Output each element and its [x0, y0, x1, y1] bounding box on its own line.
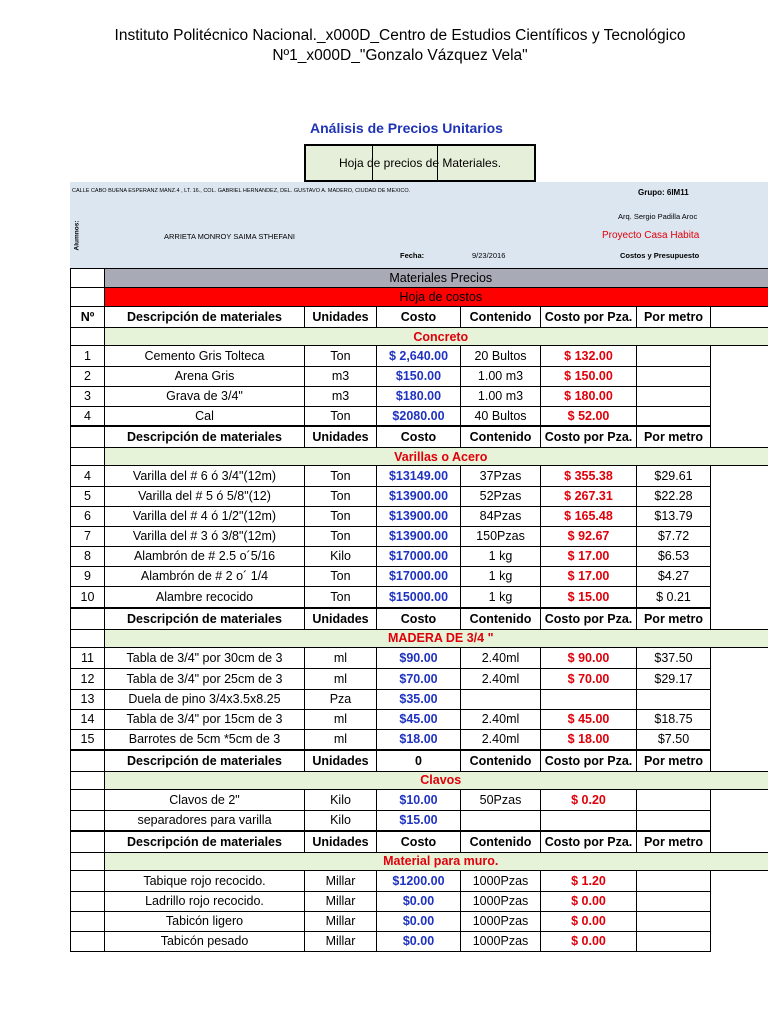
- table-cell: 15: [71, 729, 105, 750]
- table-cell: $29.17: [637, 668, 711, 689]
- group: Grupo: 6IM11: [638, 188, 689, 197]
- table-cell: 3: [71, 386, 105, 406]
- table-cell: Varilla del # 6 ó 3/4"(12m): [105, 466, 305, 487]
- table-cell: $ 17.00: [541, 546, 637, 566]
- table-cell: Tabla de 3/4" por 30cm de 3: [105, 647, 305, 668]
- table-cell: 2.40ml: [461, 709, 541, 729]
- date-value: 9/23/2016: [472, 251, 506, 260]
- table-cell: 1000Pzas: [461, 931, 541, 951]
- table-cell: $10.00: [377, 789, 461, 810]
- table-cell: 7: [71, 526, 105, 546]
- table-cell: [637, 689, 711, 709]
- table-row: [71, 486, 768, 506]
- table-cell: $7.50: [637, 729, 711, 750]
- table-cell: Cal: [105, 406, 305, 426]
- table-cell: Millar: [305, 931, 377, 951]
- materials-prices-banner-label: Materiales Precios: [105, 269, 768, 288]
- table-cell: [71, 810, 105, 831]
- table-cell: Varilla del # 4 ó 1/2"(12m): [105, 506, 305, 526]
- table-cell: 1.00 m3: [461, 386, 541, 406]
- column-header: Descripción de materiales: [105, 307, 305, 328]
- table-cell: $70.00: [377, 668, 461, 689]
- table-cell: Pza: [305, 689, 377, 709]
- table-cell: $13149.00: [377, 466, 461, 487]
- table-cell: [541, 689, 637, 709]
- table-cell: $ 17.00: [541, 566, 637, 586]
- table-row: [71, 386, 768, 406]
- table-cell: $ 132.00: [541, 346, 637, 367]
- column-header: Costo: [377, 608, 461, 630]
- table-row: [71, 931, 768, 951]
- table-cell: 8: [71, 546, 105, 566]
- column-header: 0: [377, 750, 461, 772]
- table-cell: [637, 870, 711, 891]
- table-cell: Ladrillo rojo recocido.: [105, 891, 305, 911]
- table-cell: $0.00: [377, 891, 461, 911]
- table-cell: Tabla de 3/4" por 15cm de 3: [105, 709, 305, 729]
- column-header: [71, 831, 105, 853]
- table-cell: 2.40ml: [461, 668, 541, 689]
- table-row: [71, 647, 768, 668]
- table-cell: 1000Pzas: [461, 911, 541, 931]
- table-cell: Ton: [305, 526, 377, 546]
- table-cell: [71, 931, 105, 951]
- table-cell: [637, 931, 711, 951]
- table-cell: Ton: [305, 566, 377, 586]
- column-header: Descripción de materiales: [105, 831, 305, 853]
- table-cell: $15.00: [377, 810, 461, 831]
- table-cell: $ 2,640.00: [377, 346, 461, 367]
- students-label: Alumnos:: [73, 220, 81, 251]
- table-cell: $6.53: [637, 546, 711, 566]
- column-header: [71, 426, 105, 448]
- institute-title-line2: Nº1_x000D_"Gonzalo Vázquez Vela": [272, 47, 528, 64]
- table-cell: $45.00: [377, 709, 461, 729]
- table-cell: $37.50: [637, 647, 711, 668]
- table-cell: 84Pzas: [461, 506, 541, 526]
- table-cell: [71, 789, 105, 810]
- table-cell: separadores para varilla: [105, 810, 305, 831]
- column-header: Costo: [377, 307, 461, 328]
- column-header: [71, 750, 105, 772]
- section-banner-label: Concreto: [105, 328, 768, 346]
- table-cell: 1000Pzas: [461, 891, 541, 911]
- section-banner-label: Varillas o Acero: [105, 448, 768, 466]
- table-cell: [637, 366, 711, 386]
- table-cell: $ 355.38: [541, 466, 637, 487]
- column-header-row: [71, 307, 768, 328]
- column-header: Por metro: [637, 608, 711, 630]
- table-cell: $ 52.00: [541, 406, 637, 426]
- table-cell: [461, 689, 541, 709]
- table-cell: [637, 406, 711, 426]
- table-cell: 6: [71, 506, 105, 526]
- column-header: Descripción de materiales: [105, 750, 305, 772]
- table-cell: m3: [305, 386, 377, 406]
- section-banner-label: Clavos: [105, 771, 768, 789]
- column-header: Descripción de materiales: [105, 608, 305, 630]
- column-header-row: [71, 750, 768, 772]
- table-cell: [71, 870, 105, 891]
- table-row: [71, 346, 768, 367]
- table-cell: Tabla de 3/4" por 25cm de 3: [105, 668, 305, 689]
- table-cell: 14: [71, 709, 105, 729]
- table-cell: 2.40ml: [461, 647, 541, 668]
- cost-sheet-banner-label: Hoja de costos: [105, 288, 768, 307]
- column-header: Por metro: [637, 307, 711, 328]
- table-cell: Kilo: [305, 789, 377, 810]
- column-header: Unidades: [305, 608, 377, 630]
- table-cell: $90.00: [377, 647, 461, 668]
- table-cell: 1: [71, 346, 105, 367]
- table-cell: $ 0.00: [541, 931, 637, 951]
- table-cell: 13: [71, 689, 105, 709]
- table-cell: 40 Bultos: [461, 406, 541, 426]
- table-cell: Ton: [305, 406, 377, 426]
- table-cell: Millar: [305, 911, 377, 931]
- table-cell: 52Pzas: [461, 486, 541, 506]
- table-cell: [461, 810, 541, 831]
- document-subtitle: Análisis de Precios Unitarios: [310, 120, 503, 136]
- table-cell: [71, 891, 105, 911]
- course-name: Costos y Presupuesto: [620, 251, 700, 260]
- table-cell: $0.00: [377, 931, 461, 951]
- column-header: Unidades: [305, 750, 377, 772]
- table-cell: Ton: [305, 486, 377, 506]
- table-cell: $ 15.00: [541, 586, 637, 608]
- table-cell: [637, 789, 711, 810]
- table-cell: Grava de 3/4": [105, 386, 305, 406]
- address: CALLE CABO BUENA ESPERANZ MANZ.4 , LT. 16., COL. GABRIEL HERNANDEZ, DEL. GUSTAVO A. MADERO, CIUDAD DE MEXICO.: [72, 188, 411, 194]
- table-cell: [637, 386, 711, 406]
- table-cell: $ 70.00: [541, 668, 637, 689]
- column-header: Costo por Pza.: [541, 426, 637, 448]
- table-cell: $4.27: [637, 566, 711, 586]
- table-cell: Duela de pino 3/4x3.5x8.25: [105, 689, 305, 709]
- table-row: [71, 668, 768, 689]
- project-name: Proyecto Casa Habita: [602, 230, 700, 241]
- table-cell: [637, 346, 711, 367]
- cost-sheet-banner: [71, 288, 768, 307]
- table-cell: [637, 891, 711, 911]
- section-banner: [71, 629, 768, 647]
- column-header: Contenido: [461, 750, 541, 772]
- column-header: Costo por Pza.: [541, 750, 637, 772]
- table-cell: $13900.00: [377, 506, 461, 526]
- table-cell: $0.00: [377, 911, 461, 931]
- table-cell: Barrotes de 5cm *5cm de 3: [105, 729, 305, 750]
- table-cell: $ 0.21: [637, 586, 711, 608]
- table-cell: $17000.00: [377, 546, 461, 566]
- table-cell: 1 kg: [461, 586, 541, 608]
- table-row: [71, 366, 768, 386]
- table-cell: 5: [71, 486, 105, 506]
- table-cell: $ 165.48: [541, 506, 637, 526]
- table-cell: Varilla del # 5 ó 5/8"(12): [105, 486, 305, 506]
- table-cell: Clavos de 2": [105, 789, 305, 810]
- sheet-label-box: [304, 144, 536, 182]
- table-cell: 1 kg: [461, 546, 541, 566]
- table-cell: [637, 911, 711, 931]
- sheet-label: Hoja de precios de Materiales.: [338, 156, 502, 170]
- table-cell: 12: [71, 668, 105, 689]
- table-cell: Millar: [305, 870, 377, 891]
- table-cell: Alambrón de # 2.5 o´5/16: [105, 546, 305, 566]
- table-row: [71, 406, 768, 426]
- section-banner: [71, 328, 768, 346]
- column-header-row: [71, 608, 768, 630]
- table-cell: Alambrón de # 2 o´ 1/4: [105, 566, 305, 586]
- column-header: Costo por Pza.: [541, 608, 637, 630]
- table-cell: $35.00: [377, 689, 461, 709]
- table-cell: Ton: [305, 346, 377, 367]
- column-header-row: [71, 426, 768, 448]
- table-cell: 9: [71, 566, 105, 586]
- table-cell: Cemento Gris Tolteca: [105, 346, 305, 367]
- column-header: Descripción de materiales: [105, 426, 305, 448]
- table-row: [71, 810, 768, 831]
- table-cell: $ 1.20: [541, 870, 637, 891]
- table-cell: $29.61: [637, 466, 711, 487]
- column-header: Costo: [377, 831, 461, 853]
- table-row: [71, 870, 768, 891]
- architect: Arq. Sergio Padilla Aroc: [618, 212, 698, 221]
- column-header: Por metro: [637, 426, 711, 448]
- table-row: [71, 566, 768, 586]
- column-header: Contenido: [461, 831, 541, 853]
- column-header: Por metro: [637, 831, 711, 853]
- column-header: Contenido: [461, 426, 541, 448]
- section-banner: [71, 771, 768, 789]
- table-cell: 1.00 m3: [461, 366, 541, 386]
- section-banner: [71, 852, 768, 870]
- table-cell: Tabicón pesado: [105, 931, 305, 951]
- table-cell: $ 18.00: [541, 729, 637, 750]
- section-banner-label: MADERA DE 3/4 ": [105, 629, 768, 647]
- column-header: Costo por Pza.: [541, 307, 637, 328]
- table-row: [71, 729, 768, 750]
- table-cell: 10: [71, 586, 105, 608]
- table-cell: $ 180.00: [541, 386, 637, 406]
- table-row: [71, 689, 768, 709]
- table-cell: Arena Gris: [105, 366, 305, 386]
- student-name: ARRIETA MONROY SAIMA STHEFANI: [164, 232, 295, 241]
- materials-prices-banner: [71, 269, 768, 288]
- column-header: Unidades: [305, 307, 377, 328]
- table-cell: 4: [71, 406, 105, 426]
- table-cell: $ 0.20: [541, 789, 637, 810]
- table-cell: $ 150.00: [541, 366, 637, 386]
- table-cell: $180.00: [377, 386, 461, 406]
- institute-title-line1: Instituto Politécnico Nacional._x000D_Centro de Estudios Científicos y Tecnológico: [114, 27, 686, 44]
- table-cell: Varilla del # 3 ó 3/8"(12m): [105, 526, 305, 546]
- table-cell: $ 267.31: [541, 486, 637, 506]
- table-cell: Tabicón ligero: [105, 911, 305, 931]
- table-cell: Kilo: [305, 810, 377, 831]
- table-row: [71, 526, 768, 546]
- table-cell: 150Pzas: [461, 526, 541, 546]
- table-cell: Millar: [305, 891, 377, 911]
- table-cell: $150.00: [377, 366, 461, 386]
- table-row: [71, 789, 768, 810]
- section-banner: [71, 448, 768, 466]
- table-cell: $7.72: [637, 526, 711, 546]
- table-row: [71, 586, 768, 608]
- table-cell: $ 90.00: [541, 647, 637, 668]
- table-row: [71, 506, 768, 526]
- table-row: [71, 891, 768, 911]
- date-label: Fecha:: [400, 251, 425, 260]
- table-cell: ml: [305, 668, 377, 689]
- table-cell: $17000.00: [377, 566, 461, 586]
- column-header: [71, 608, 105, 630]
- table-cell: $ 92.67: [541, 526, 637, 546]
- table-row: [71, 546, 768, 566]
- table-cell: $18.75: [637, 709, 711, 729]
- table-cell: $1200.00: [377, 870, 461, 891]
- table-cell: $18.00: [377, 729, 461, 750]
- table-row: [71, 466, 768, 487]
- table-cell: 37Pzas: [461, 466, 541, 487]
- table-row: [71, 709, 768, 729]
- table-cell: $13.79: [637, 506, 711, 526]
- section-banner-label: Material para muro.: [105, 852, 768, 870]
- table-cell: Tabique rojo recocido.: [105, 870, 305, 891]
- table-cell: Ton: [305, 466, 377, 487]
- table-cell: ml: [305, 647, 377, 668]
- table-cell: $ 0.00: [541, 891, 637, 911]
- table-cell: 4: [71, 466, 105, 487]
- table-cell: $2080.00: [377, 406, 461, 426]
- table-cell: $ 0.00: [541, 911, 637, 931]
- table-cell: 11: [71, 647, 105, 668]
- table-cell: [637, 810, 711, 831]
- table-cell: ml: [305, 729, 377, 750]
- table-cell: [71, 911, 105, 931]
- project-info-panel: [70, 182, 768, 268]
- column-header: Costo: [377, 426, 461, 448]
- column-header: Contenido: [461, 608, 541, 630]
- table-cell: $22.28: [637, 486, 711, 506]
- table-cell: Kilo: [305, 546, 377, 566]
- table-cell: $15000.00: [377, 586, 461, 608]
- table-cell: Ton: [305, 586, 377, 608]
- column-header: Por metro: [637, 750, 711, 772]
- table-cell: 50Pzas: [461, 789, 541, 810]
- column-header: Unidades: [305, 831, 377, 853]
- table-cell: Alambre recocido: [105, 586, 305, 608]
- table-cell: Ton: [305, 506, 377, 526]
- table-cell: 2: [71, 366, 105, 386]
- column-header-row: [71, 831, 768, 853]
- table-cell: $ 45.00: [541, 709, 637, 729]
- table-cell: $13900.00: [377, 526, 461, 546]
- table-cell: m3: [305, 366, 377, 386]
- table-cell: ml: [305, 709, 377, 729]
- table-cell: 2.40ml: [461, 729, 541, 750]
- materials-price-table: [70, 268, 768, 952]
- table-cell: 20 Bultos: [461, 346, 541, 367]
- column-header: Unidades: [305, 426, 377, 448]
- table-row: [71, 911, 768, 931]
- table-cell: 1000Pzas: [461, 870, 541, 891]
- table-cell: 1 kg: [461, 566, 541, 586]
- table-cell: [541, 810, 637, 831]
- column-header: Nº: [71, 307, 105, 328]
- column-header: Costo por Pza.: [541, 831, 637, 853]
- table-cell: $13900.00: [377, 486, 461, 506]
- column-header: Contenido: [461, 307, 541, 328]
